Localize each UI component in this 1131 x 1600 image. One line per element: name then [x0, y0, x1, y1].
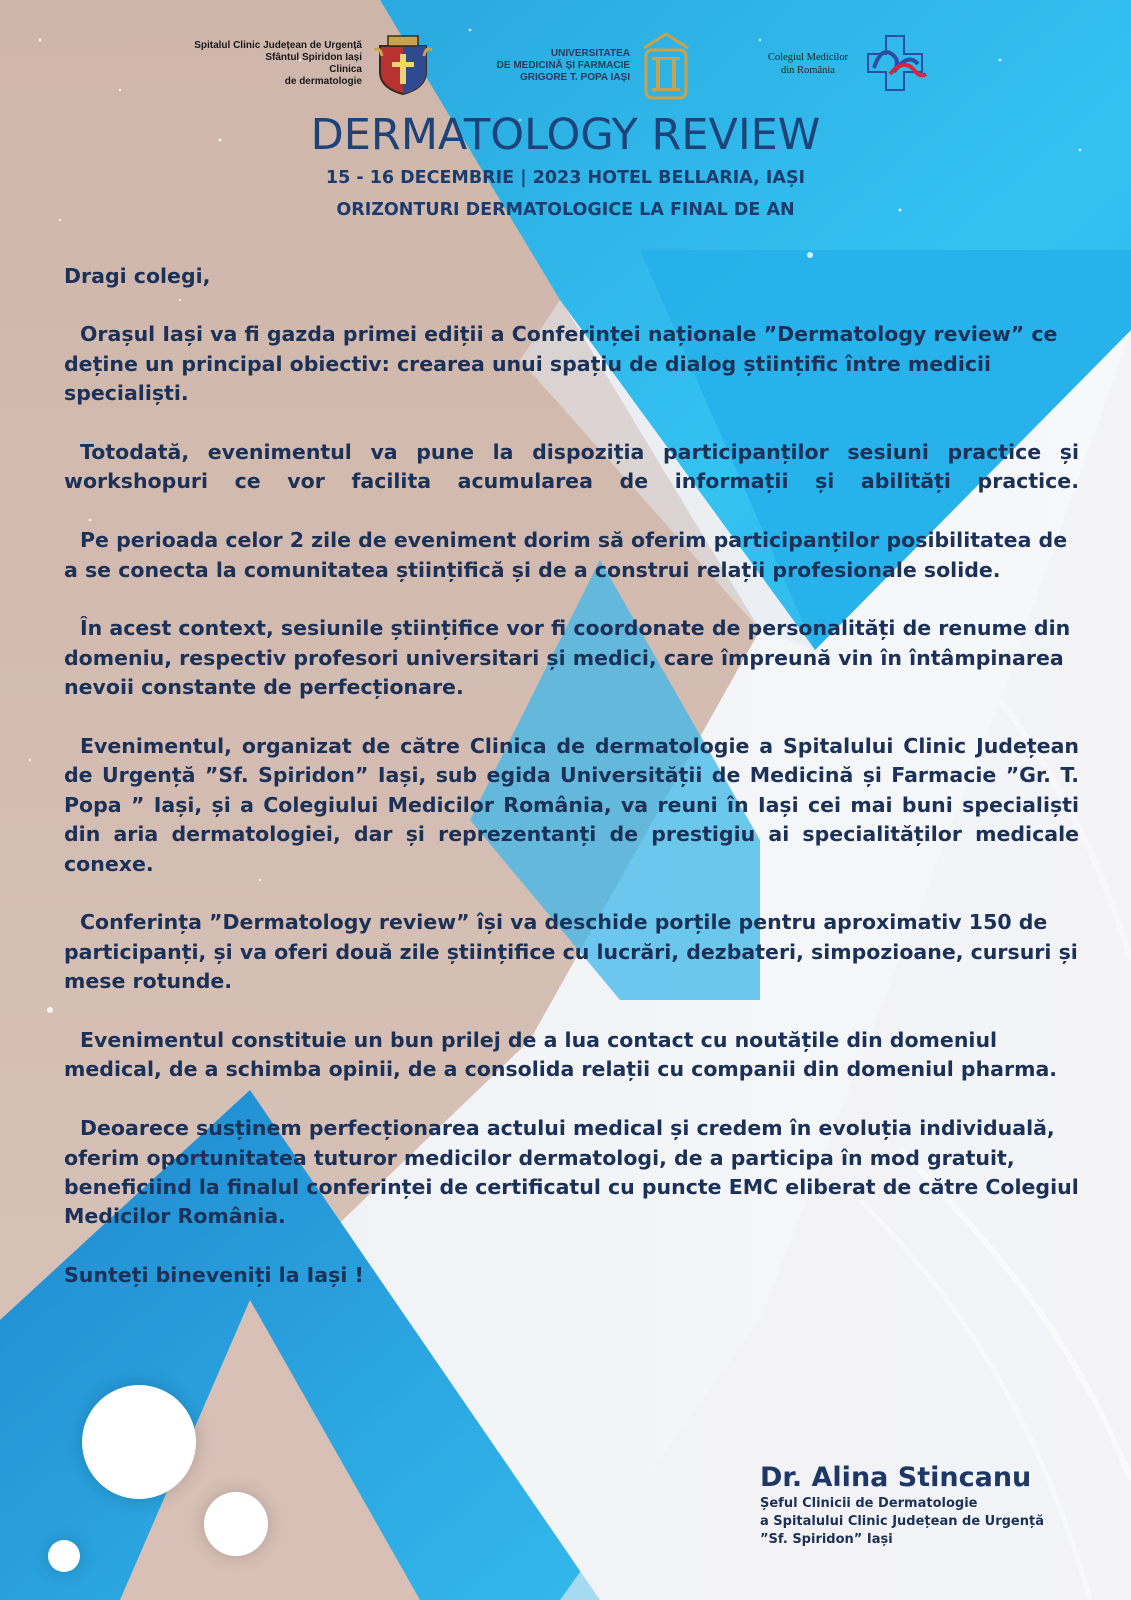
letter-paragraph: În acest context, sesiunile științifice vor fi coordonate de personalități de renume din domeniu, respectiv profesori universitari și medici, care împreună vin în întâmpinarea nevoii constante de perfecționare. — [64, 616, 1071, 700]
hospital-logo-text — [150, 40, 362, 88]
event-title: DERMATOLOGY REVIEW — [310, 110, 821, 160]
cmr-logo — [752, 34, 932, 94]
umf-logo-line: UNIVERSITATEA — [550, 48, 630, 59]
letter-paragraph: Deoarece susținem perfecționarea actului medical și credem în evoluția individuală, oferim oportunitatea tuturor medicilor dermatologi, de a participa în mod gratuit, beneficiind la finalul conferinței de certificatul cu puncte EMC eliberat de către Colegiul Medicilor România. — [64, 1116, 1079, 1229]
letter-paragraph: Evenimentul, organizat de către Clinica de dermatologie a Spitalului Clinic Județean de Urgență ”Sf. Spiridon” Iași, sub egida Universității de Medicină și Farmacie ”Gr. T. Popa ” Iași, și a Colegiului Medicilor România, va reuni în Iași cei mai buni specialiști din aria dermatologiei, dar și reprezentanți de prestigiu ai specialităților medicale conexe. — [64, 734, 1079, 876]
umf-logo-line: DE MEDICINĂ ȘI FARMACIE — [496, 60, 630, 71]
umf-temple-icon — [640, 30, 692, 102]
cmr-logo-line: Colegiul Medicilor — [767, 52, 849, 63]
hospital-logo-line: Spitalul Clinic Județean de Urgență — [194, 40, 362, 51]
umf-logo-text — [478, 48, 630, 84]
cmr-logo-line: din România — [781, 65, 835, 76]
signature-block — [760, 1461, 1090, 1549]
hospital-logo-line: de dermatologie — [284, 76, 362, 87]
hospital-logo-line: Clinica — [329, 64, 362, 75]
cmr-cross-icon — [864, 34, 932, 94]
decorative-circle-small — [48, 1540, 80, 1572]
letter-paragraph: Evenimentul constituie un bun prilej de a lua contact cu noutățile din domeniul medical, de a schimba opinii, de a consolida relații cu companii din domeniul pharma. — [64, 1028, 1058, 1082]
hospital-crest-icon — [374, 32, 432, 96]
letter-paragraph: Conferința ”Dermatology review” își va deschide porțile pentru aproximativ 150 de participanți, și va oferi două zile științifice cu lucrări, dezbateri, simpozioane, cursuri și mese rotunde. — [64, 910, 1078, 994]
letter-closing: Sunteți bineveniți la Iași ! — [64, 1263, 364, 1288]
umf-logo — [478, 30, 692, 102]
cmr-logo-text — [752, 51, 864, 77]
decorative-circle-large — [82, 1385, 196, 1499]
event-tagline: ORIZONTURI DERMATOLOGICE LA FINAL DE AN — [336, 200, 795, 220]
hospital-logo — [150, 32, 432, 96]
letter-greeting: Dragi colegi, — [64, 264, 211, 288]
decorative-circle-medium — [204, 1492, 268, 1556]
letter-body — [64, 262, 1079, 1291]
signatory-role-line: ”Sf. Spiridon” Iași — [760, 1532, 893, 1547]
letter-paragraph: Pe perioada celor 2 zile de eveniment dorim să oferim participanților posibilitatea de a se conecta la comunitatea științifică și de a construi relații profesionale solide. — [64, 528, 1068, 582]
signatory-role-line: Șeful Clinicii de Dermatologie — [760, 1496, 978, 1511]
hospital-logo-line: Sfântul Spiridon Iași — [265, 52, 362, 63]
signatory-role-line: a Spitalului Clinic Județean de Urgență — [760, 1514, 1044, 1529]
umf-logo-line: GRIGORE T. POPA IAȘI — [519, 72, 630, 83]
signatory-name: Dr. Alina Stincanu — [760, 1462, 1032, 1493]
letter-paragraph: Orașul Iași va fi gazda primei ediții a Conferinței naționale ”Dermatology review” ce deține un principal obiectiv: crearea unui spațiu de dialog științific între medicii specialiști. — [64, 322, 1058, 406]
event-date-location: 15 - 16 DECEMBRIE | 2023 HOTEL BELLARIA, IAȘI — [325, 168, 806, 188]
letter-paragraph: Totodată, evenimentul va pune la dispoziția participanților sesiuni practice și workshopuri ce vor facilita acumularea de informații și abilități practice. — [64, 440, 1079, 494]
